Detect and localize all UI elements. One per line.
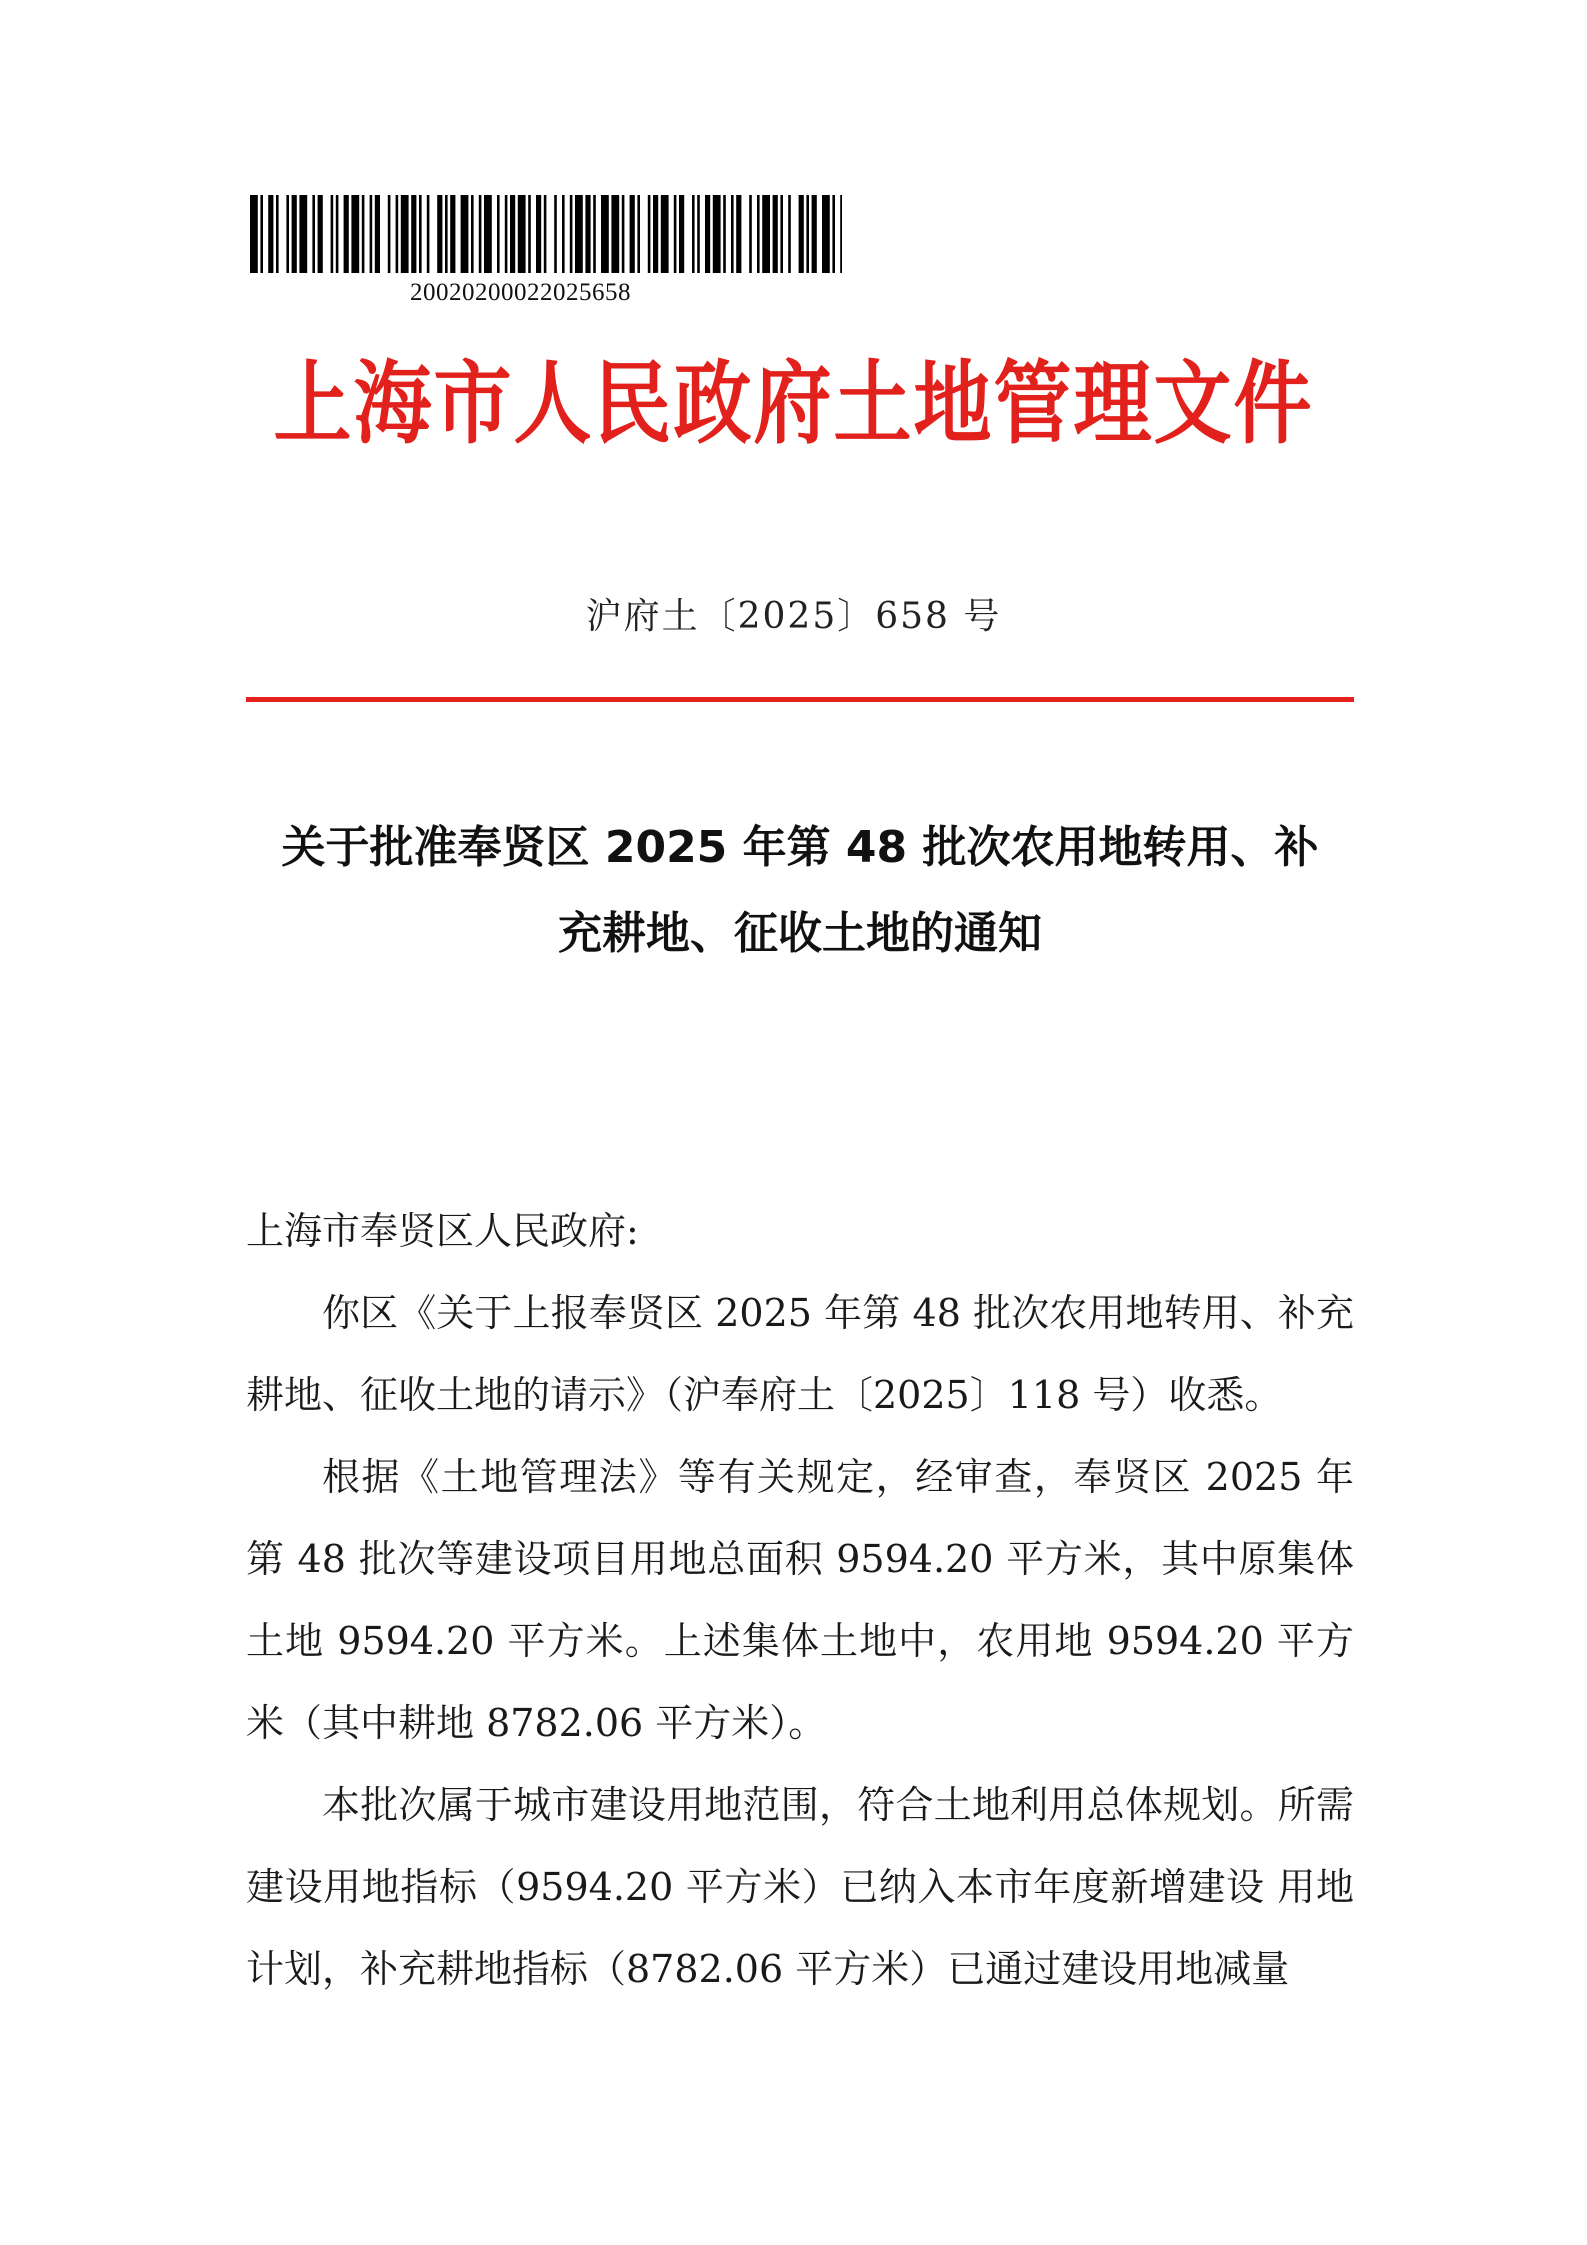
document-body [246, 1190, 1354, 2010]
barcode-bar [437, 195, 442, 273]
barcode-bar [723, 195, 726, 273]
barcode-bar [757, 195, 760, 273]
barcode-bar [601, 195, 609, 273]
barcode-bar [479, 195, 482, 273]
barcode-bar [276, 195, 279, 273]
document-subject [240, 805, 1360, 977]
barcode-bar [731, 195, 734, 273]
document-number: 沪府土〔2025〕658 号 [585, 596, 1002, 637]
barcode-bar [331, 195, 334, 273]
barcode-bar [536, 195, 541, 273]
barcode-graphic [250, 195, 842, 273]
barcode-bar [780, 195, 783, 273]
barcode-bar [762, 195, 770, 273]
barcode-bar [705, 195, 710, 273]
barcode-bar [401, 195, 409, 273]
barcode-bar [445, 195, 448, 273]
barcode-bar [375, 195, 380, 273]
barcode-bar [362, 195, 365, 273]
barcode-bar [268, 195, 273, 273]
barcode-bar [471, 195, 474, 273]
barcode-bar [461, 195, 469, 273]
subject-line-1: 关于批准奉贤区 2025 年第 48 批次农用地转用、补 [281, 822, 1319, 873]
barcode-bar [648, 195, 651, 273]
barcode-bar [822, 195, 830, 273]
barcode-bar [585, 195, 590, 273]
barcode-bar [637, 195, 640, 273]
barcode-bar [812, 195, 817, 273]
barcode-bar [622, 195, 625, 273]
red-divider-line [246, 697, 1354, 702]
barcode-bar [570, 195, 573, 273]
barcode-bar [630, 195, 635, 273]
barcode-bar [260, 195, 263, 273]
barcode-bar [653, 195, 658, 273]
barcode-bar [312, 195, 315, 273]
barcode-bar [554, 195, 557, 273]
body-paragraph: 根据《土地管理法》等有关规定，经审查，奉贤区 2025 年第 48 批次等建设项目用地总面积 9594.20 平方米，其中原集体土地 9594.20 平方米。上述集体土地中，农用地 9594.20 平方米（其中耕地 8782.06 平方米）。 [246, 1455, 1354, 1745]
barcode-bar [286, 195, 289, 273]
barcode-bar [713, 195, 721, 273]
barcode-bar [749, 195, 752, 273]
barcode-bar [575, 195, 583, 273]
barcode-bar [344, 195, 349, 273]
barcode-bar [528, 195, 531, 273]
barcode-bar [674, 195, 677, 273]
body-paragraph: 你区《关于上报奉贤区 2025 年第 48 批次农用地转用、补充耕地、征收土地的请示》（沪奉府土〔2025〕118 号）收悉。 [246, 1291, 1354, 1417]
barcode-bar [661, 195, 669, 273]
barcode-bar [484, 195, 492, 273]
barcode-bar [292, 195, 297, 273]
barcode-bar [799, 195, 804, 273]
barcode-bar [299, 195, 307, 273]
barcode [250, 195, 842, 273]
barcode-bar [351, 195, 359, 273]
barcode-bar [840, 195, 842, 273]
document-header-title: 上海市人民政府土地管理文件 [273, 351, 1314, 457]
barcode-bar [611, 195, 619, 273]
barcode-bar [396, 195, 399, 273]
barcode-bar [510, 195, 515, 273]
barcode-number: 20020200022025658 [410, 279, 631, 306]
barcode-bar [419, 195, 422, 273]
barcode-bar [411, 195, 416, 273]
barcode-bar [832, 195, 835, 273]
barcode-bar [593, 195, 596, 273]
barcode-bar [697, 195, 700, 273]
barcode-bar [370, 195, 373, 273]
barcode-bar [427, 195, 430, 273]
barcode-bar [806, 195, 809, 273]
barcode-bar [692, 195, 695, 273]
subject-line-2: 充耕地、征收土地的通知 [558, 908, 1042, 959]
barcode-bar [497, 195, 500, 273]
barcode-bar [318, 195, 323, 273]
barcode-bar [388, 195, 391, 273]
barcode-bar [544, 195, 547, 273]
barcode-bar [773, 195, 778, 273]
barcode-bar [250, 195, 258, 273]
addressee: 上海市奉贤区人民政府: [246, 1209, 639, 1253]
barcode-bar [518, 195, 526, 273]
barcode-bar [788, 195, 791, 273]
barcode-bar [336, 195, 339, 273]
body-paragraph: 本批次属于城市建设用地范围，符合土地利用总体规划。所需建设用地指标（9594.20 平方米）已纳入本市年度新增建设 用地计划，补充耕地指标（8782.06 平方米）已通过建设用地减量 [246, 1783, 1354, 1991]
barcode-bar [679, 195, 684, 273]
barcode-bar [450, 195, 455, 273]
barcode-bar [505, 195, 508, 273]
barcode-bar [736, 195, 741, 273]
barcode-bar [562, 195, 565, 273]
